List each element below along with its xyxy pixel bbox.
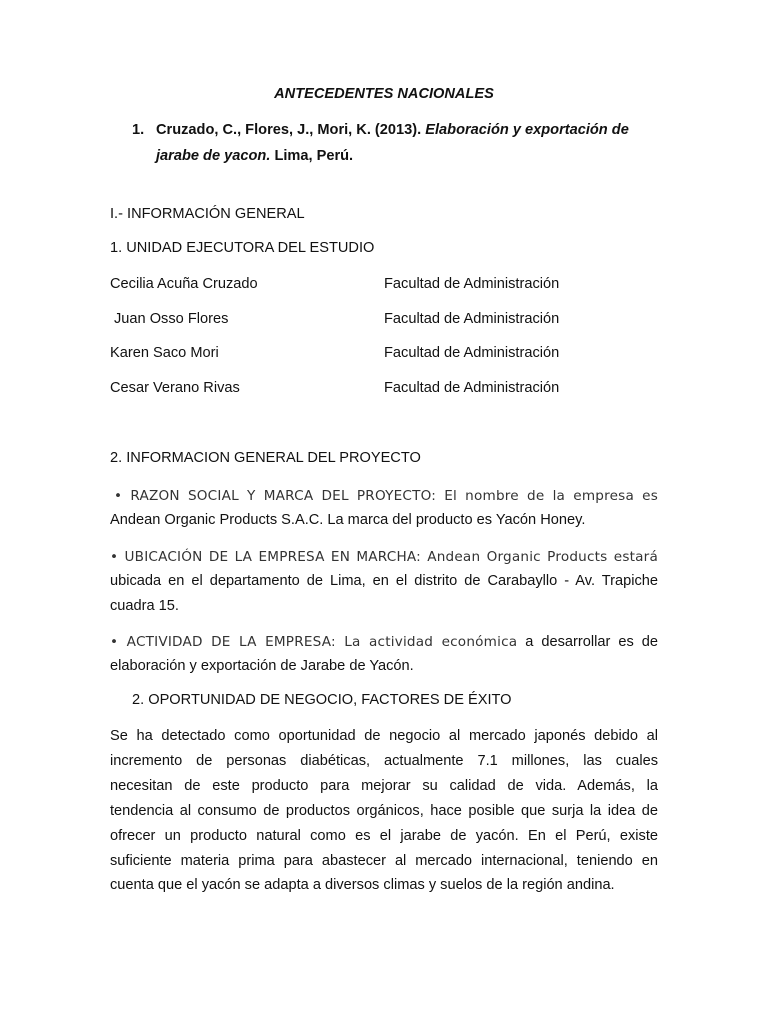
bullet-text: ubicada en el departamento de Lima, en el distrito de Carabayllo - Av. Trapiche <box>110 573 658 590</box>
member-faculty: Facultad de Administración <box>384 276 560 292</box>
member-name: Juan Osso Flores <box>114 311 229 327</box>
member-name: Karen Saco Mori <box>110 345 219 361</box>
member-faculty: Facultad de Administración <box>384 345 560 361</box>
reference-work-title-cont: jarabe de yacon. <box>156 148 271 164</box>
paragraph-line: Se ha detectado como oportunidad de negocio al mercado japonés debido al <box>110 728 658 744</box>
paragraph-line: ofrecer un producto natural como es el jarabe de yacón. En el Perú, existe <box>110 827 658 844</box>
reference-work-title: Elaboración y exportación de <box>425 122 629 138</box>
section-heading-proyecto: 2. INFORMACION GENERAL DEL PROYECTO <box>110 450 421 466</box>
bullet-text: cuadra 15. <box>110 597 179 614</box>
bullet-razon-social <box>110 484 658 533</box>
bullet-actividad <box>110 630 658 679</box>
bullet-lead: • ACTIVIDAD DE LA EMPRESA: La actividad económica <box>110 634 518 650</box>
reference-line-2 <box>156 148 353 164</box>
paragraph-line: suficiente materia prima para abastecer al mercado internacional, teniendo en <box>110 852 658 869</box>
reference-number: 1. <box>132 122 145 138</box>
section-heading-info-general: I.- INFORMACIÓN GENERAL <box>110 206 305 222</box>
paragraph-oportunidad <box>110 724 658 898</box>
member-name: Cesar Verano Rivas <box>110 380 240 396</box>
member-faculty: Facultad de Administración <box>384 311 560 327</box>
subheading-unidad-ejecutora: 1. UNIDAD EJECUTORA DEL ESTUDIO <box>110 240 375 256</box>
paragraph-line: necesitan de este producto para mejorar su calidad de vida. Además, la <box>110 777 658 794</box>
bullet-lead: • RAZON SOCIAL Y MARCA DEL PROYECTO: El nombre de la empresa es <box>114 488 658 504</box>
reference-authors: Cruzado, C., Flores, J., Mori, K. (2013). <box>156 122 422 138</box>
page-title: ANTECEDENTES NACIONALES <box>274 86 494 102</box>
member-faculty: Facultad de Administración <box>384 380 560 396</box>
member-name: Cecilia Acuña Cruzado <box>110 276 258 292</box>
bullet-lead: • UBICACIÓN DE LA EMPRESA EN MARCHA: Andean Organic Products estará <box>110 549 658 565</box>
reference-line-1 <box>156 122 629 138</box>
bullet-text: a desarrollar es de <box>525 634 658 650</box>
paragraph-line: tendencia al consumo de productos orgánicos, hace posible que surja la idea de <box>110 802 658 819</box>
paragraph-line: incremento de personas diabéticas, actualmente 7.1 millones, las cuales <box>110 752 658 769</box>
paragraph-line: cuenta que el yacón se adapta a diversos climas y suelos de la región andina. <box>110 877 615 894</box>
bullet-line <box>110 630 658 654</box>
bullet-ubicacion <box>110 545 658 618</box>
section-heading-oportunidad: 2. OPORTUNIDAD DE NEGOCIO, FACTORES DE ÉXITO <box>132 692 512 708</box>
reference-place: Lima, Perú. <box>274 148 354 164</box>
bullet-text: Andean Organic Products S.A.C. La marca del producto es Yacón Honey. <box>110 512 586 529</box>
bullet-text: elaboración y exportación de Jarabe de Yacón. <box>110 658 414 675</box>
